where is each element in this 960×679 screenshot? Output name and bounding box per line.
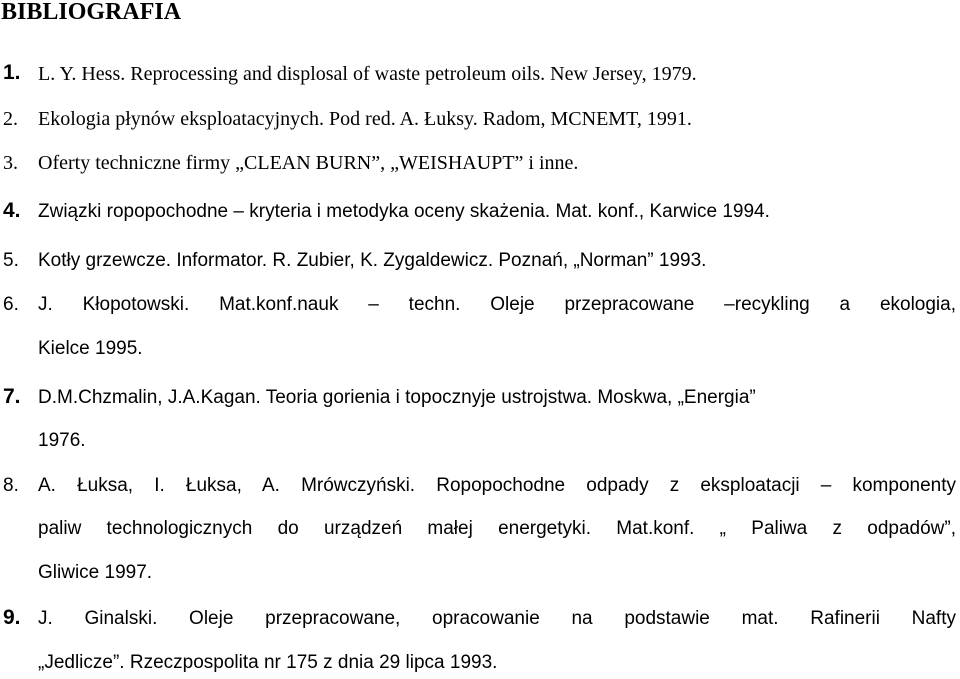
entry-text-line: Oferty techniczne firmy „CLEAN BURN”, „WEISHAUPT” i inne. xyxy=(38,152,579,174)
entry-text-line: L. Y. Hess. Reprocessing and displosal of waste petroleum oils. New Jersey, 1979. xyxy=(38,63,697,85)
entry-text-line: Ekologia płynów eksploatacyjnych. Pod red. A. Łuksy. Radom, MCNEMT, 1991. xyxy=(38,108,692,130)
entry-text-line: Związki ropopochodne – kryteria i metodyka oceny skażenia. Mat. konf., Karwice 1994. xyxy=(38,201,770,222)
page-title: BIBLIOGRAFIA xyxy=(1,0,182,25)
entry-text-line: Gliwice 1997. xyxy=(38,562,153,583)
entry-number: 4. xyxy=(3,199,21,222)
entry-text-line: „Jedlicze”. Rzeczpospolita nr 175 z dnia 29 lipca 1993. xyxy=(38,652,498,673)
entry-text-line: A. Łuksa, I. Łuksa, A. Mrówczyński. Ropopochodne odpady z eksploatacji – komponenty xyxy=(38,475,956,496)
entry-number: 3. xyxy=(3,152,18,174)
entry-number: 1. xyxy=(3,61,21,84)
entry-number: 6. xyxy=(3,294,19,315)
entry-text-line: J. Kłopotowski. Mat.konf.nauk – techn. Oleje przepracowane –recykling a ekologia, xyxy=(38,294,956,315)
entry-text-line: Kielce 1995. xyxy=(38,338,143,359)
entry-text-line: paliw technologicznych do urządzeń małej energetyki. Mat.konf. „ Paliwa z odpadów”, xyxy=(38,518,956,539)
entry-number: 2. xyxy=(3,108,18,130)
entry-text-line: J. Ginalski. Oleje przepracowane, opracowanie na podstawie mat. Rafinerii Nafty xyxy=(38,608,956,629)
entry-text-line: 1976. xyxy=(38,430,86,451)
entry-text-line: D.M.Chzmalin, J.A.Kagan. Teoria gorienia i topocznyje ustrojstwa. Moskwa, „Energia” xyxy=(38,387,756,408)
entry-number: 9. xyxy=(3,606,21,629)
entry-number: 8. xyxy=(3,475,19,496)
entry-text-line: Kotły grzewcze. Informator. R. Zubier, K. Zygaldewicz. Poznań, „Norman” 1993. xyxy=(38,250,707,271)
entry-number: 7. xyxy=(3,385,21,408)
entry-number: 5. xyxy=(3,250,19,271)
